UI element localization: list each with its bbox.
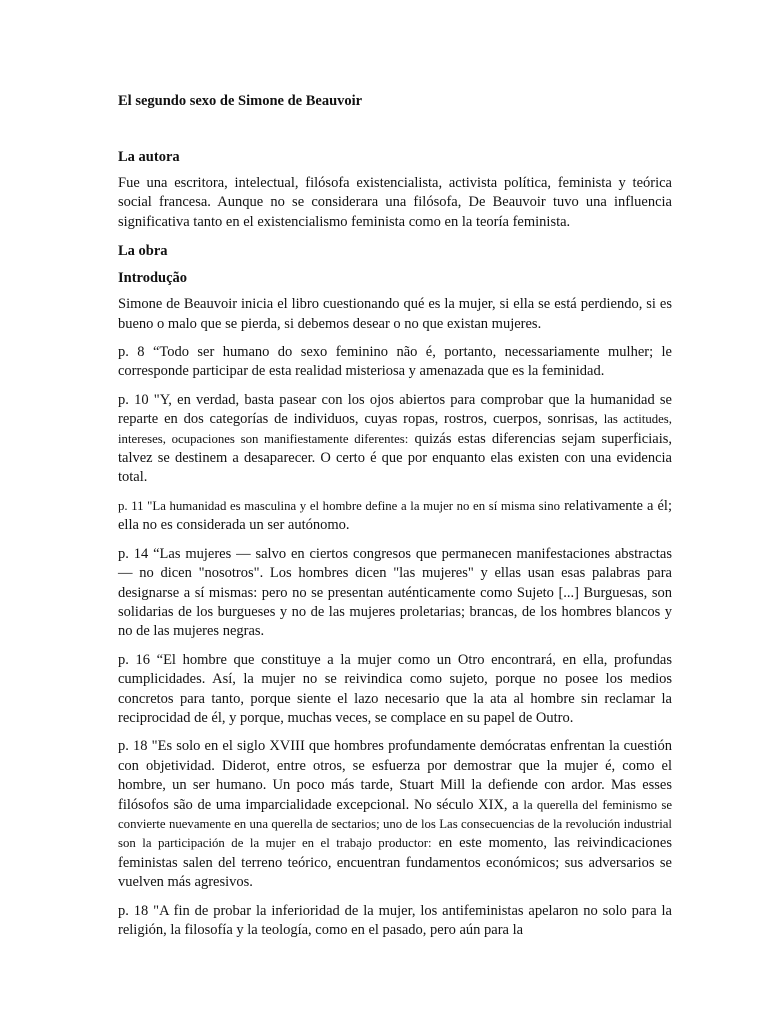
quote-p8: p. 8 “Todo ser humano do sexo feminino não é, portanto, necessariamente mulher; le corresponde participar de esta realidad misteriosa y amenazada que es la feminidad. (118, 344, 672, 380)
heading-intro: Introdução (118, 270, 188, 287)
document-title: El segundo sexo de Simone de Beauvoir (118, 93, 363, 109)
heading-work: La obra (118, 243, 168, 260)
quote-p18-part-c: en este momento, las reivindicaciones feministas salen del terreno teórico, encuentran fundamentos económicos; sus adversarios se vuelven más agresivos. (118, 835, 673, 891)
author-paragraph: Fue una escritora, intelectual, filósofa existencialista, activista política, feminista y teórica social francesa. Aunque no se considerara una filósofa, De Beauvoir tuvo una influencia significativa tanto en el existencialismo feminista como en la teoría feminista. (118, 175, 672, 230)
quote-p16: p. 16 “El hombre que constituye a la mujer como un Otro encontrará, en ella, profundas cumplicidades. Así, la mujer no se reivindica como sujeto, porque no posee los medios concretos para tanto, porque siente el lazo necesario que la ata al hombre sin reclamar la reciprocidad de él, y porque, muchas veces, se complace en su papel de Outro. (118, 651, 672, 726)
heading-author: La autora (118, 149, 180, 165)
document-body (118, 91, 672, 949)
intro-paragraph: Simone de Beauvoir inicia el libro cuestionando qué es la mujer, si ella se está perdiendo, si es bueno o malo que se pierda, si debemos desear o no que existan mujeres. (118, 296, 672, 332)
quote-p18 (118, 737, 672, 892)
quote-p18-part-b: la querella del feminismo se convierte nuevamente en una querella de sectarios; uno de los Las consecuencias de la revolución industrial son la participación de la mujer en el trabajo productor: (118, 797, 672, 851)
quote-p10-part-a: p. 10 "Y, en verdad, basta pasear con los ojos abiertos para comprobar que la humanidad se reparte en dos categorías de individuos, cuyas ropas, rostros, cuerpos, sonrisas, (118, 391, 672, 428)
quote-p11-part-a: p. 11 "La humanidad es masculina y el hombre define a la mujer no en sí misma sino (118, 498, 560, 513)
quote-p11 (118, 497, 672, 536)
quote-p10-part-b: las actitudes, intereses, ocupaciones son manifiestamente diferentes: (118, 412, 672, 446)
quote-p11-part-b: relativamente a él; ella no es considerada un ser autónomo. (118, 497, 672, 534)
quote-p14: p. 14 “Las mujeres — salvo en ciertos congresos que permanecen manifestaciones abstractas — no dicen "nosotros". Los hombres dicen "las mujeres" y ellas usan esas palabras para designarse a sí mismas: pero no se presentan auténticamente como Sujeto [...] Burguesas, son solidarias de los burgueses y no de las mujeres proletarias; brancas, de los hombres blancos y no de las mujeres negras. (118, 545, 672, 640)
quote-p18-part-a: p. 18 "Es solo en el siglo XVIII que hombres profundamente demócratas enfrentan la cuestión con objetividad. Diderot, entre otros, se esfuerza por demostrar que la mujer é, como el hombre, un ser humano. Un poco más tarde, Stuart Mill la defiende con ardor. Mas esses filósofos são de uma imparcialidade excepcional. No século XIX, a (118, 738, 672, 813)
quote-p18-second: p. 18 "A fin de probar la inferioridad de la mujer, los antifeministas apelaron no solo para la religión, la filosofía y la teología, como en el pasado, pero aún para la (118, 902, 672, 938)
quote-p10-part-c: quizás estas diferencias sejam superficiais, talvez se destinem a desaparecer. O certo é que por enquanto elas existen con una evidencia total. (118, 430, 672, 486)
quote-p10 (118, 391, 672, 488)
